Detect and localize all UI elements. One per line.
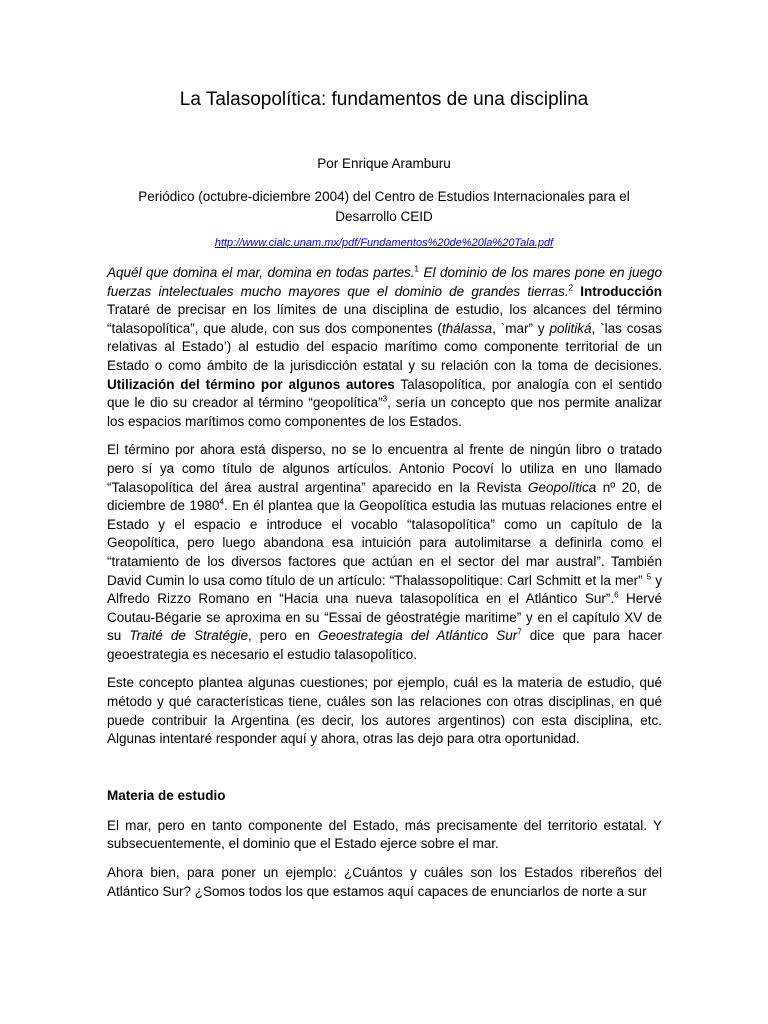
- body-text: [107, 264, 662, 911]
- text-run: , pero en: [248, 628, 318, 644]
- book-title: Geoestrategia del Atlántico Sur: [317, 628, 518, 644]
- book-title: Traité de Stratégie: [129, 628, 248, 644]
- inline-heading-introduccion: Introducción: [580, 283, 662, 299]
- paragraph-ejemplo: Ahora bien, para poner un ejemplo: ¿Cuántos y cuáles son los Estados ribereños del Atlántico Sur? ¿Somos todos los que estamos aquí capaces de enunciarlos de norte a sur: [107, 865, 662, 899]
- author-line: Por Enrique Aramburu: [317, 156, 451, 171]
- paragraph-materia: El mar, pero en tanto componente del Estado, más precisamente del territorio estatal. Y subsecuentemente, el dominio que el Estado ejerce sobre el mar.: [107, 817, 662, 852]
- footnote-ref: 3: [382, 394, 388, 404]
- footnote-ref: 4: [219, 497, 224, 507]
- paragraph-termino: [107, 441, 662, 664]
- publication-line: Periódico (octubre-diciembre 2004) del Centro de Estudios Internacionales para el Desarrollo CEID: [138, 189, 630, 224]
- section-heading: Materia de estudio: [107, 787, 226, 803]
- epigraph: Aquél que domina el mar, domina en todas partes.: [107, 265, 415, 280]
- footnote-ref: 5: [646, 572, 652, 581]
- source-url-link[interactable]: http://www.cialc.unam.mx/pdf/Fundamentos%20de%20la%20Tala.pdf: [214, 237, 554, 249]
- term-politika: politiká: [549, 320, 592, 336]
- term-thalassa: thálassa: [441, 320, 493, 336]
- text-run: dice que para hacer geoestrategia es necesario el estudio talasopolítico.: [107, 628, 663, 662]
- text-run: y Alfredo Rizzo Romano en “Hacia una nueva talasopolítica en el Atlántico Sur”.: [107, 572, 662, 607]
- epigraph: El dominio de los mares pone en juego fuerzas intelectuales mucho mayores que el dominio de grandes tierras.: [107, 265, 662, 299]
- text-run: Talasopolítica, por analogía con el sentido que le dio su creador al término “geopolítica”: [107, 376, 662, 411]
- text-run: . En él plantea que la Geopolítica estudia las mutuas relaciones entre el Estado y el espacio e introduce el vocablo “talasopolítica” como un capítulo de la Geopolítica, pero luego abandona esa intuición para autolimitarse a definirla como el “tratamiento de los diversos factores que actúan en el sector del mar austral”. También David Cumin lo usa como título de un artículo: “Thalassopolitique: Carl Schmitt et la mer”: [107, 498, 662, 588]
- text-run: El término por ahora está disperso, no se lo encuentra al frente de ningún libro o tratado pero sí ya como título de algunos artículos. Antonio Pocoví lo utiliza en uno llamado “Talasopolítica del área austral argentina” aparecido en la Revista: [107, 442, 662, 495]
- document-title: La Talasopolítica: fundamentos de una disciplina: [179, 89, 589, 110]
- spacer: [107, 759, 662, 787]
- journal-title: Geopolítica: [527, 479, 597, 495]
- source-url: [0, 235, 768, 251]
- text-run: , sería un concepto que nos permite analizar los espacios marítimos como componentes de los Estados.: [107, 395, 662, 429]
- footnote-ref: 7: [517, 627, 522, 637]
- text-run: Trataré de precisar en los límites de una disciplina de estudio, los alcances del término “talasopolítica”, que alude, con sus dos componentes (: [107, 302, 662, 336]
- footnote-ref: 2: [568, 283, 574, 293]
- text-run: , `mar” y: [492, 320, 550, 336]
- footnote-ref: 6: [614, 590, 619, 600]
- footnote-ref: 1: [414, 264, 419, 274]
- text-run: , `las cosas relativas al Estado’) al estudio del espacio marítimo como componente territorial de un Estado o como ámbito de la jurisdicción estatal y su relación con la toma de decisiones.: [107, 320, 662, 373]
- text-run: Hervé Coutau-Bégarie se aproxima en su “Essai de géostratégie maritime” y en el capítulo XV de su: [107, 591, 662, 644]
- inline-heading-utilizacion: Utilización del término por algunos autores: [107, 376, 395, 392]
- paragraph-cuestiones: Este concepto plantea algunas cuestiones; por ejemplo, cuál es la materia de estudio, qué método y qué características tiene, cuáles son las relaciones con otras disciplinas, en qué puede contribuir la Argentina (es decir, los autores argentinos) con esta disciplina, etc. Algunas intentaré responder aquí y ahora, otras las dejo para otra oportunidad.: [107, 675, 662, 747]
- paragraph-intro: [107, 264, 662, 431]
- text-run: nº 20, de diciembre de 1980: [107, 479, 662, 514]
